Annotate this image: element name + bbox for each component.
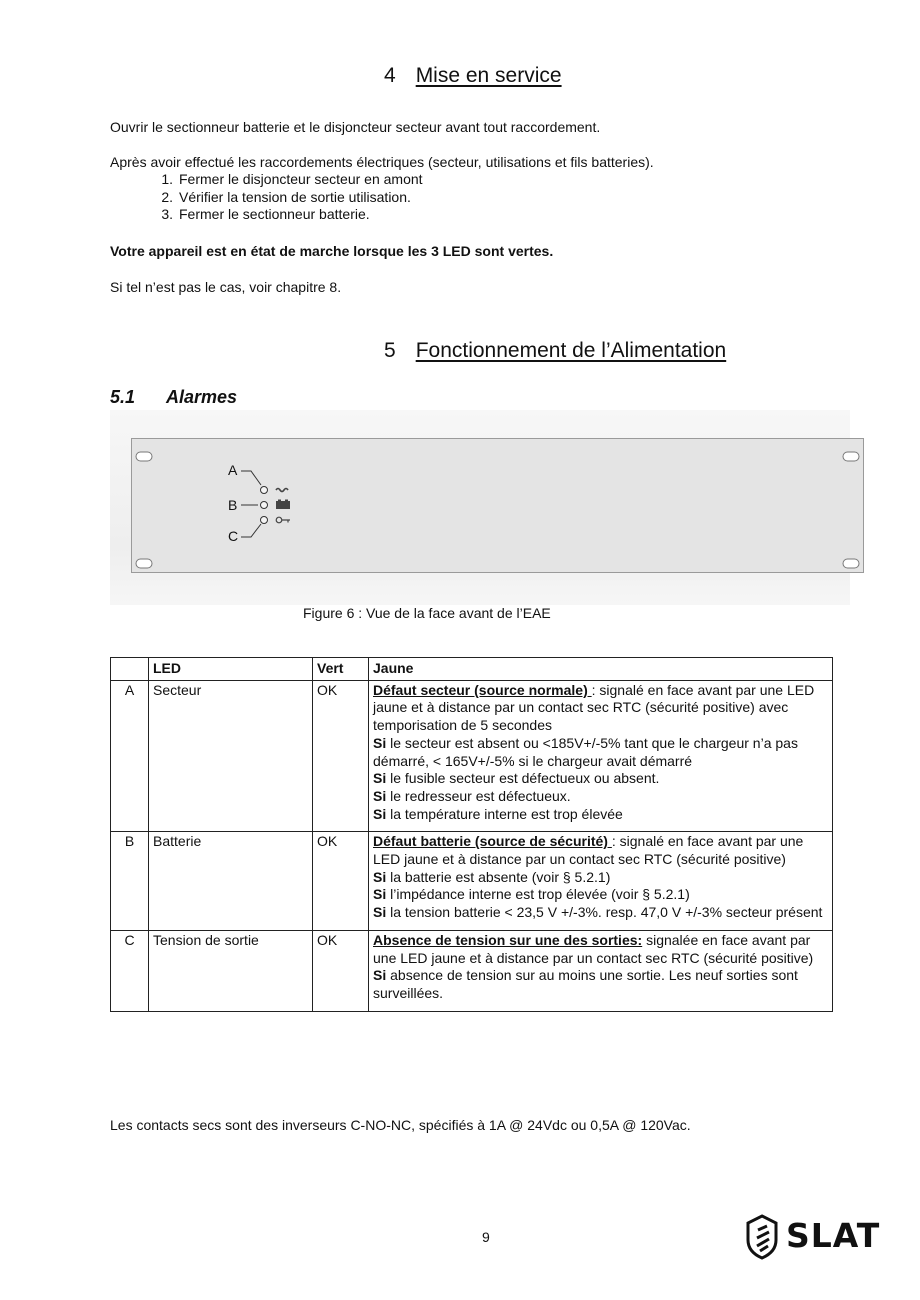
row-green: OK bbox=[313, 930, 369, 1011]
led-a bbox=[261, 487, 268, 494]
section-5-heading bbox=[384, 339, 726, 363]
led-b bbox=[261, 502, 268, 509]
see-chapter-note: Si tel n’est pas le cas, voir chapitre 8. bbox=[110, 279, 342, 295]
table-row bbox=[111, 930, 833, 1011]
row-id: B bbox=[111, 832, 149, 931]
section-title: Fonctionnement de l’Alimentation bbox=[415, 339, 727, 362]
row-yellow: Défaut batterie (source de sécurité) : signalé en face avant par une LED jaune et à distance par un contact sec RTC (sécurité positive) Si la batterie est absente (voir § 5.2.1) Si l’impédance interne est trop élevée (voir § 5.2.1) Si la tension batterie < 23,5 V +/-3%. resp. 47,0 V +/-3% secteur présent bbox=[369, 832, 833, 931]
row-yellow: Absence de tension sur une des sorties: signalée en face avant par une LED jaune et à distance par un contact sec RTC (sécurité positive) Si absence de tension sur au moins une sortie. Les neuf sorties sont surveillées. bbox=[369, 930, 833, 1011]
subsection-heading bbox=[110, 387, 237, 408]
row-id: A bbox=[111, 680, 149, 832]
row-yellow: Défaut secteur (source normale) : signalé en face avant par une LED jaune et à distance par un contact sec RTC (sécurité positive) avec temporisation de 5 secondes Si le secteur est absent ou <185V+/-5% tant que le chargeur n’a pas démarré, < 165V+/-5% si le chargeur avait démarré Si le fusible secteur est défectueux ou absent. Si le redresseur est défectueux. Si la température interne est trop élevée bbox=[369, 680, 833, 832]
mounting-hole bbox=[136, 452, 152, 461]
header-yellow: Jaune bbox=[369, 658, 833, 681]
section-number: 4 bbox=[384, 64, 396, 87]
mounting-hole bbox=[843, 452, 859, 461]
section-title: Mise en service bbox=[415, 64, 562, 87]
row-green: OK bbox=[313, 832, 369, 931]
step-item: 3. Fermer le sectionneur batterie. bbox=[161, 206, 370, 222]
row-led: Tension de sortie bbox=[149, 930, 313, 1011]
led-label-c: C bbox=[228, 528, 239, 544]
figure-caption: Figure 6 : Vue de la face avant de l’EAE bbox=[303, 605, 551, 621]
connections-paragraph: Après avoir effectué les raccordements électriques (secteur, utilisations et fils batteries). bbox=[110, 154, 654, 170]
table-row bbox=[111, 832, 833, 931]
table-header-row bbox=[111, 658, 833, 681]
subsection-title: Alarmes bbox=[166, 387, 238, 407]
subsection-number: 5.1 bbox=[110, 387, 136, 407]
mounting-hole bbox=[843, 559, 859, 568]
header-green: Vert bbox=[313, 658, 369, 681]
startup-steps bbox=[110, 171, 710, 224]
section-4-heading bbox=[384, 64, 562, 88]
led-label-a: A bbox=[228, 462, 238, 478]
status-note: Votre appareil est en état de marche lorsque les 3 LED sont vertes. bbox=[110, 243, 554, 259]
header-led: LED bbox=[149, 658, 313, 681]
shield-icon bbox=[746, 1214, 782, 1260]
dry-contacts-note: Les contacts secs sont des inverseurs C-NO-NC, spécifiés à 1A @ 24Vdc ou 0,5A @ 120Vac. bbox=[110, 1117, 691, 1133]
output-symbol-icon bbox=[276, 517, 282, 523]
company-logo bbox=[746, 1214, 886, 1262]
table-row bbox=[111, 680, 833, 832]
row-led: Batterie bbox=[149, 832, 313, 931]
led-table bbox=[110, 657, 833, 1012]
intro-paragraph: Ouvrir le sectionneur batterie et le disjoncteur secteur avant tout raccordement. bbox=[110, 119, 601, 135]
mains-symbol-icon bbox=[276, 489, 288, 492]
mounting-hole bbox=[136, 559, 152, 568]
logo-text: SLAT bbox=[786, 1216, 881, 1255]
led-c bbox=[261, 517, 268, 524]
leader-line-a bbox=[241, 471, 261, 485]
leader-line-c bbox=[241, 524, 261, 537]
page-number: 9 bbox=[482, 1229, 490, 1245]
battery-symbol-icon bbox=[276, 501, 290, 509]
header-id bbox=[111, 658, 149, 681]
led-label-b: B bbox=[228, 497, 238, 513]
front-panel-drawing bbox=[110, 410, 870, 605]
row-green: OK bbox=[313, 680, 369, 832]
row-led: Secteur bbox=[149, 680, 313, 832]
row-id: C bbox=[111, 930, 149, 1011]
step-item: 2. Vérifier la tension de sortie utilisation. bbox=[161, 188, 411, 205]
step-item: 1. Fermer le disjoncteur secteur en amont bbox=[161, 171, 423, 187]
section-number: 5 bbox=[384, 339, 396, 362]
